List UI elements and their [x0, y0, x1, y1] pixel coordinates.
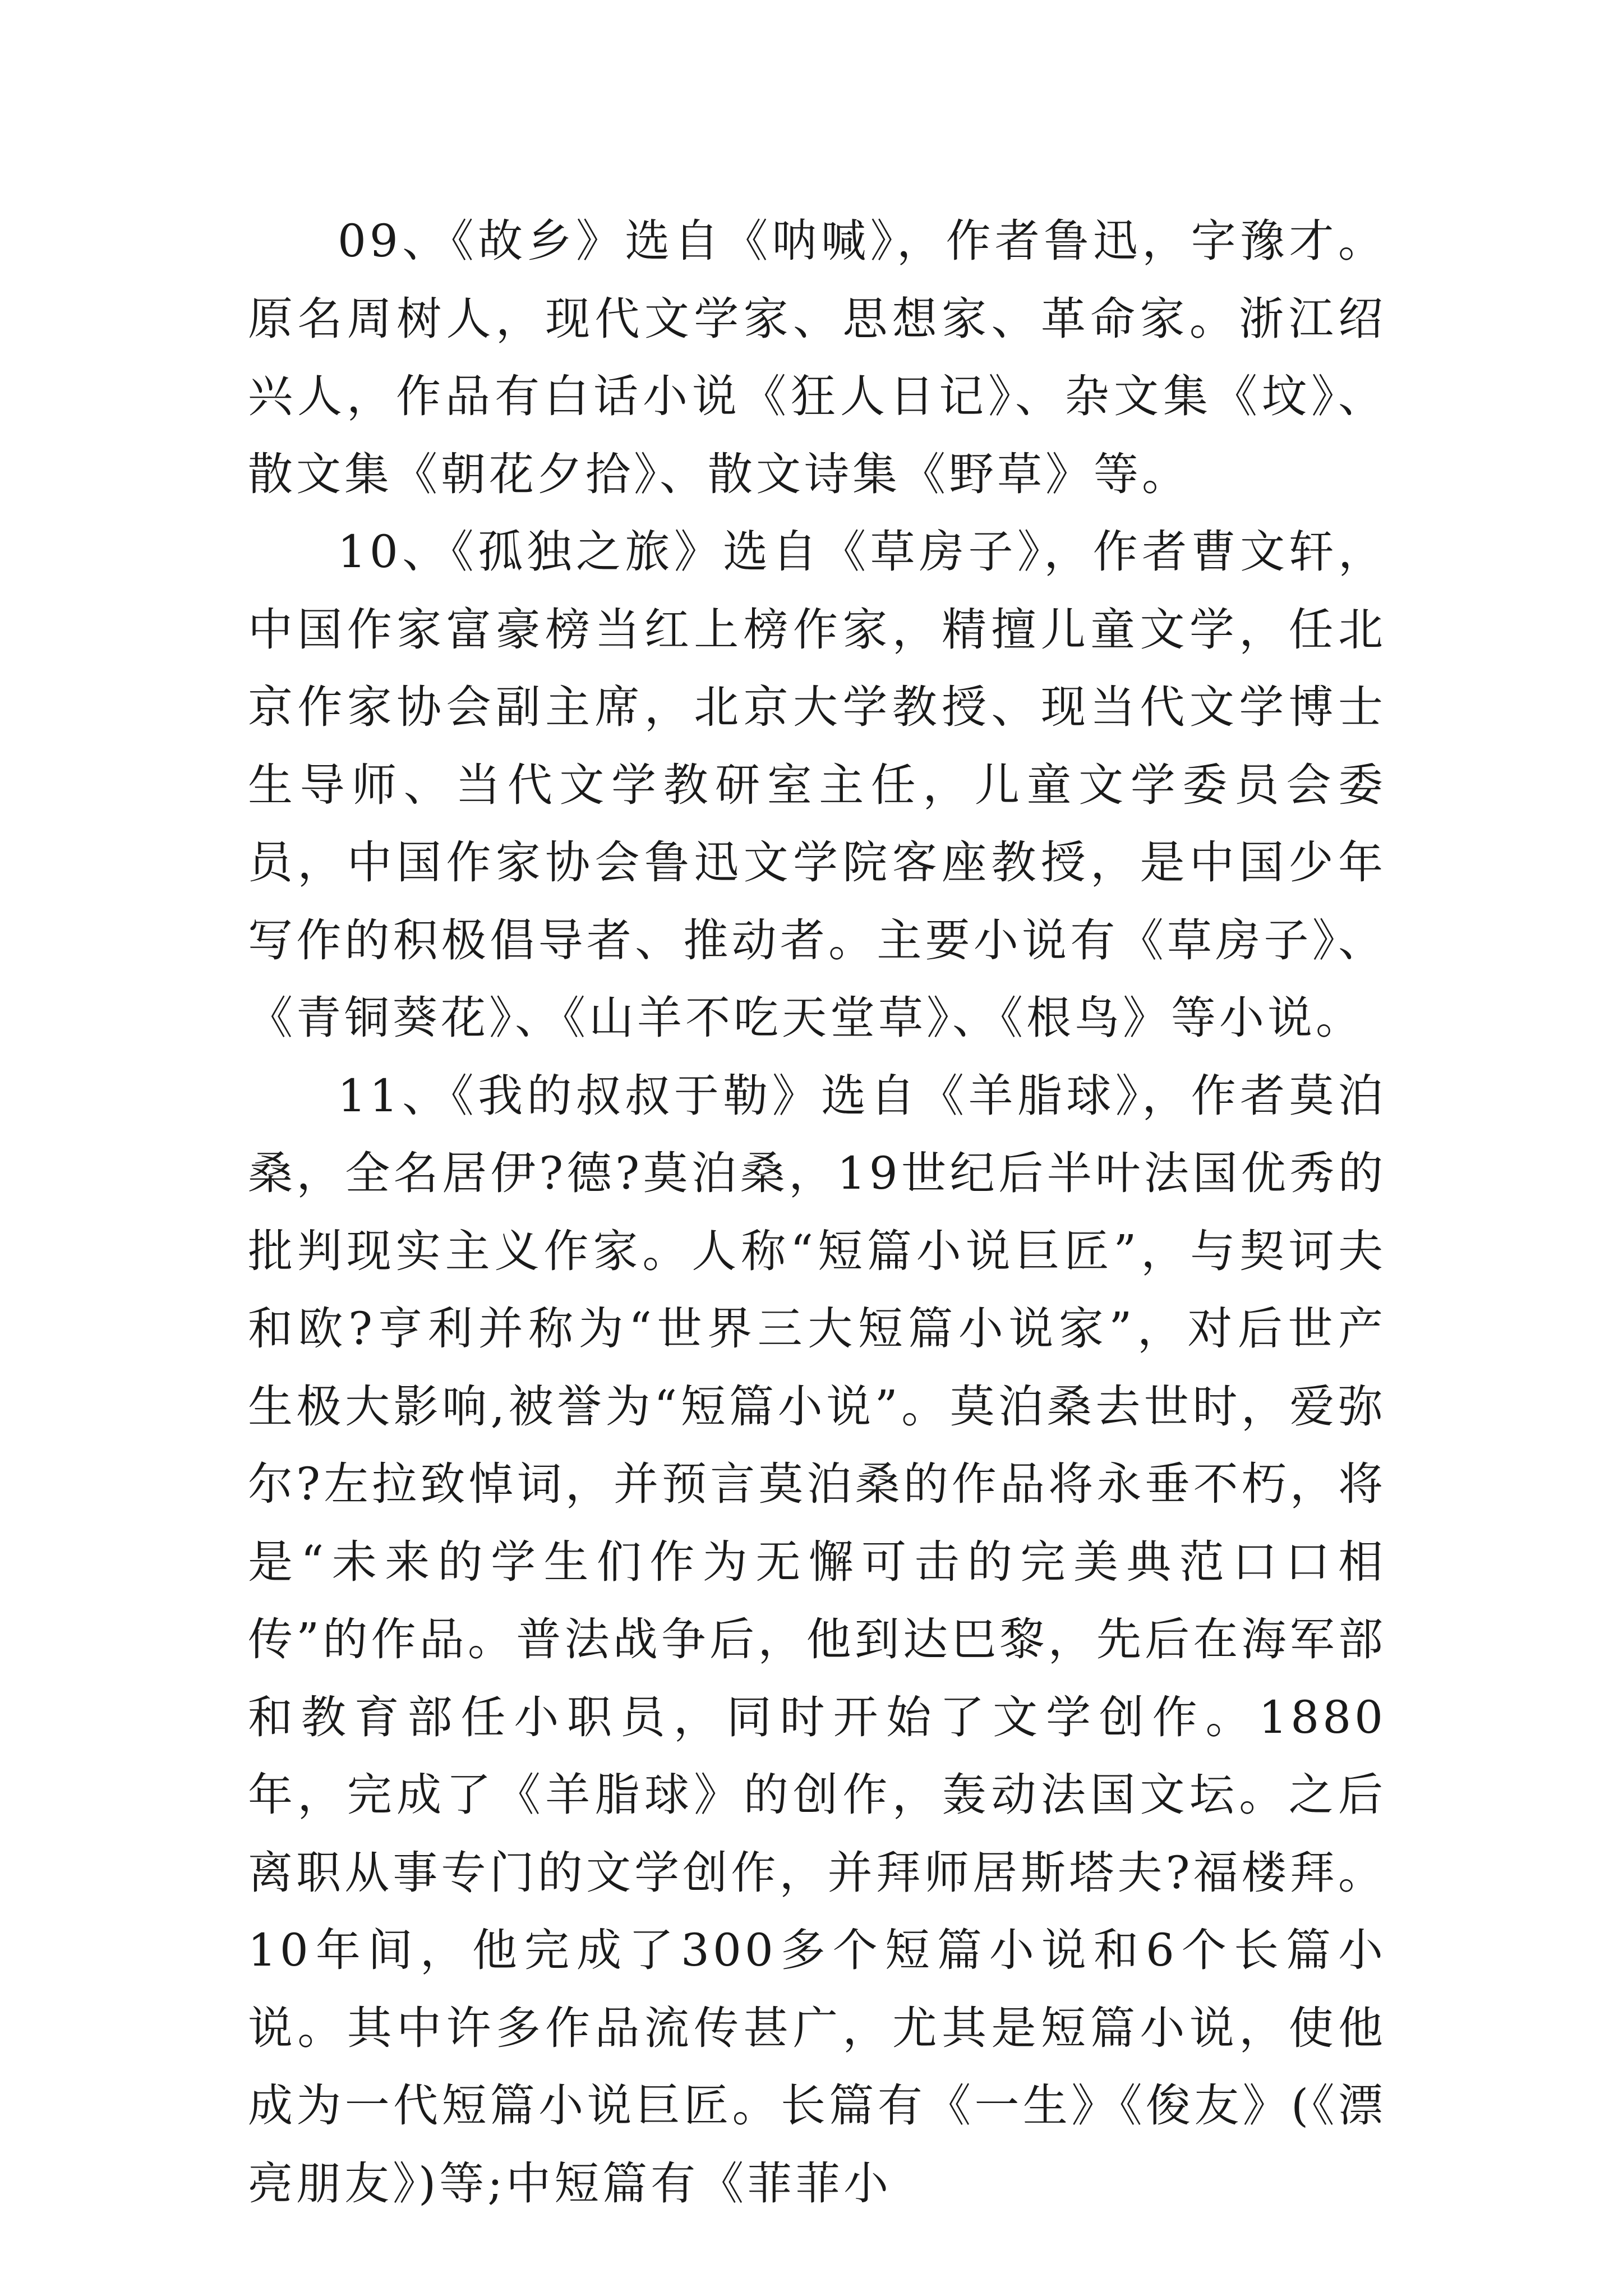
paragraph-wo-de-shushu-yule: 11、《我的叔叔于勒》选自《羊脂球》，作者莫泊桑，全名居伊?德?莫泊桑，19世纪后半叶法国优秀的批判现实主义作家。人称“短篇小说巨匠”，与契诃夫和欧?亨利并称为“世界三大短篇小说家”，对后世产生极大影响,被誉为“短篇小说”。莫泊桑去世时，爱弥尔?左拉致悼词，并预言莫泊桑的作品将永垂不朽，将是“未来的学生们作为无懈可击的完美典范口口相传”的作品。普法战争后，他到达巴黎，先后在海军部和教育部任小职员，同时开始了文学创作。1880年，完成了《羊脂球》的创作，轰动法国文坛。之后离职从事专门的文学创作，并拜师居斯塔夫?福楼拜。10年间，他完成了300多个短篇小说和6个长篇小说。其中许多作品流传甚广，尤其是短篇小说，使他成为一代短篇小说巨匠。长篇有《一生》《俊友》(《漂亮朋友》)等;中短篇有《菲菲小	[248, 1069, 1386, 2210]
document-body	[248, 203, 1386, 2223]
paragraph-gudu-zhi-lv: 10、《孤独之旅》选自《草房子》，作者曹文轩，中国作家富豪榜当红上榜作家，精擅儿童文学，任北京作家协会副主席，北京大学教授、现当代文学博士生导师、当代文学教研室主任，儿童文学委员会委员，中国作家协会鲁迅文学院客座教授，是中国少年写作的积极倡导者、推动者。主要小说有《草房子》、《青铜葵花》、《山羊不吃天堂草》、《根鸟》等小说。	[248, 526, 1386, 1044]
paragraph-guxiang: 09、《故乡》选自《呐喊》，作者鲁迅，字豫才。原名周树人，现代文学家、思想家、革命家。浙江绍兴人，作品有白话小说《狂人日记》、杂文集《坟》、散文集《朝花夕拾》、散文诗集《野草》等。	[248, 215, 1386, 500]
